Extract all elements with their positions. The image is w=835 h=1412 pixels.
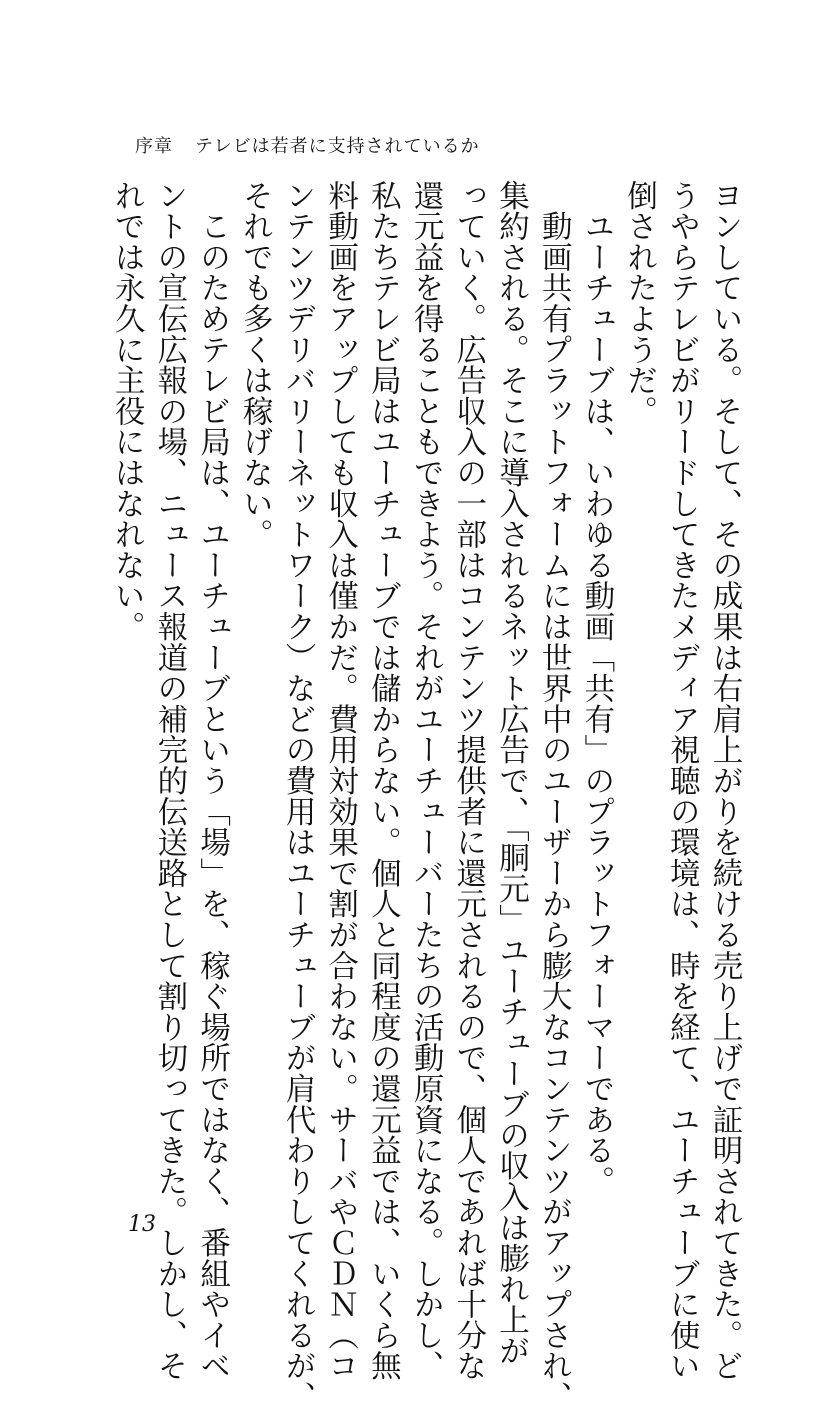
text-line: このためテレビ局は、ユーチューブという「場」を、稼ぐ場所ではなく、番組やイベ — [194, 180, 230, 1382]
text-line: れでは永久に主役にはなれない。 — [109, 180, 145, 642]
text-line: 動画共有プラットフォームには世界中のユーザーから膨大なコンテンツがアップされ、 — [536, 180, 572, 1412]
text-line: うやらテレビがリードしてきたメディア視聴の環境は、時を経て、ユーチューブに使い — [664, 180, 700, 1382]
text-line: それでも多くは稼げない。 — [237, 180, 273, 550]
text-line: ントの宣伝広報の場、ニュース報道の補完的伝送路として割り切ってきた。しかし、そ — [151, 180, 187, 1382]
text-line: 集約される。そこに導入されるネット広告で、「胴元」ユーチューブの収入は膨れ上が — [493, 180, 529, 1366]
chapter-label: 序章 — [135, 136, 173, 157]
text-line: 倒されたようだ。 — [621, 180, 657, 427]
chapter-title: テレビは若者に支持されているか — [195, 136, 480, 157]
text-line: 還元益を得ることもできよう。それがユーチューバーたちの活動原資になる。しかし、 — [408, 180, 444, 1382]
running-head — [135, 132, 480, 158]
text-line: 私たちテレビ局はユーチューブでは儲からない。個人と同程度の還元益では、いくら無 — [365, 180, 401, 1382]
text-line: っていく。広告収入の一部はコンテンツ提供者に還元されるので、個人であれば十分な — [450, 180, 486, 1382]
page-number: 13 — [128, 1212, 156, 1237]
text-line: 料動画をアップしても収入は僅かだ。費用対効果で割が合わない。サーバやＣＤＮ（コ — [322, 180, 358, 1382]
text-line: ヨンしている。そして、その成果は右肩上がりを続ける売り上げで証明されてきた。ど — [707, 180, 742, 1382]
text-line: ユーチューブは、いわゆる動画「共有」のプラットフォーマーである。 — [578, 180, 614, 1197]
text-line: ンテンツデリバリーネットワーク）などの費用はユーチューブが肩代わりしてくれるが、 — [279, 180, 315, 1412]
